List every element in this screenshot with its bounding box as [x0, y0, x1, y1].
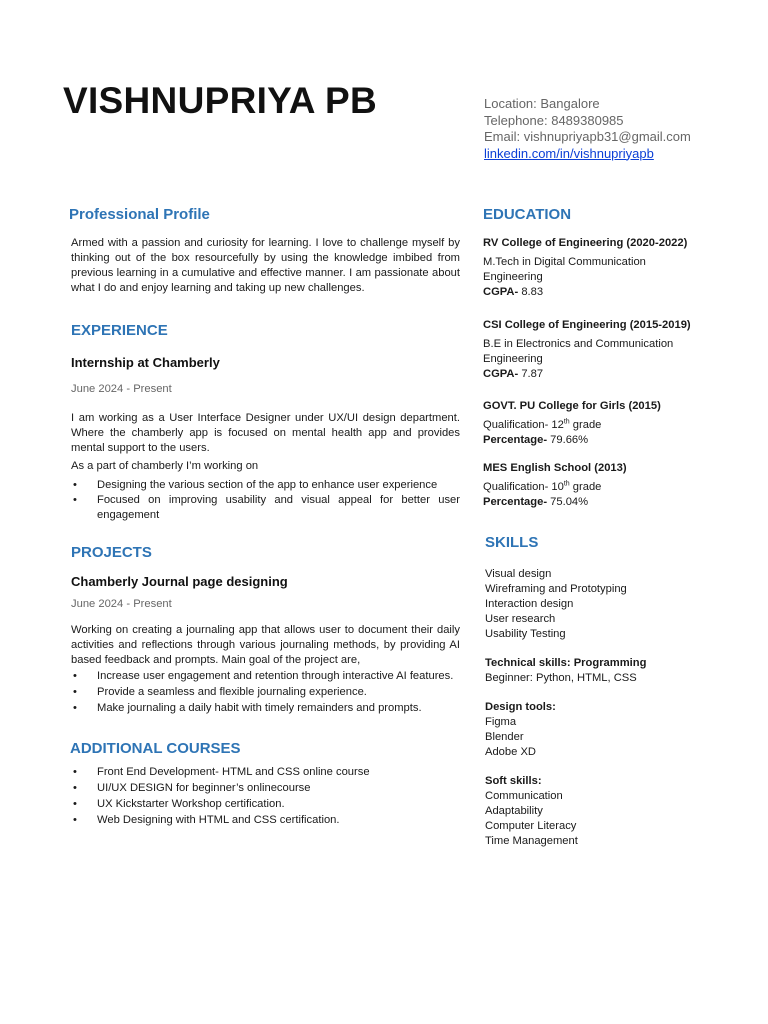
list-item: • Increase user engagement and retention through interactive AI features.: [71, 669, 460, 684]
project-title: Chamberly Journal page designing: [71, 574, 288, 589]
degree-text: B.E in Electronics and Communication Engineering: [483, 338, 674, 365]
project-description: Working on creating a journaling app that allows user to document their daily activities and reflections through various journaling methods, by providing AI based feedback and prompts. Main goal of the project are,: [71, 624, 460, 666]
list-item: • Provide a seamless and flexible journaling experience.: [71, 685, 460, 700]
education-heading: EDUCATION: [483, 206, 572, 223]
skill-item: Time Management: [485, 835, 578, 847]
skill-item: Adaptability: [485, 805, 543, 817]
skill-item: Usability Testing: [485, 628, 566, 640]
education-entry: [483, 237, 703, 300]
skill-item: Computer Literacy: [485, 820, 577, 832]
courses-list: [71, 765, 460, 828]
qualification-text: Qualification- 12th grade: [483, 418, 602, 431]
location-text: Location: Bangalore: [484, 96, 600, 111]
experience-date: June 2024 - Present: [71, 383, 172, 395]
grade-line: [483, 433, 703, 448]
contact-block: [484, 96, 691, 162]
grade-value: 7.87: [518, 368, 544, 380]
list-item: • Focused on improving usability and visual appeal for better user engagement: [71, 493, 460, 523]
skill-item: Wireframing and Prototyping: [485, 583, 627, 595]
grade-label: Percentage-: [483, 434, 548, 446]
list-item: • Front End Development- HTML and CSS online course: [71, 765, 460, 780]
design-tools-heading: Design tools:: [485, 701, 556, 713]
profile-text: Armed with a passion and curiosity for learning. I love to challenge myself by thinking out of the box resourcefully by using the knowledge imbibed from previous learning in a cumulative and effective manner. I am passionate about what I do and enjoy learning and taking up new challenges.: [71, 237, 460, 294]
experience-heading: EXPERIENCE: [71, 322, 168, 339]
degree-text: M.Tech in Digital Communication Engineering: [483, 256, 646, 283]
education-entry: [483, 400, 703, 448]
education-entry: [483, 319, 703, 382]
skill-item: User research: [485, 613, 556, 625]
grade-line: [483, 285, 703, 300]
grade-line: [483, 495, 703, 510]
grade-label: Percentage-: [483, 496, 548, 508]
education-entry: [483, 462, 703, 510]
project-date: June 2024 - Present: [71, 598, 172, 610]
skill-item: Interaction design: [485, 598, 574, 610]
experience-description: I am working as a User Interface Designer under UX/UI design department. Where the chamberly app is focused on mental health app and provides mental support to the users.: [71, 412, 460, 454]
email-text: Email: vishnupriyapb31@gmail.com: [484, 129, 691, 144]
list-item: • Make journaling a daily habit with timely remainders and prompts.: [71, 701, 460, 716]
grade-label: CGPA-: [483, 286, 519, 298]
technical-skills: [485, 656, 703, 686]
telephone-text: Telephone: 8489380985: [484, 112, 624, 128]
grade-line: [483, 367, 703, 382]
qualification-text: Qualification- 10th grade: [483, 480, 602, 493]
left-column: [71, 206, 460, 828]
grade-label: CGPA-: [483, 368, 519, 380]
skill-item: Communication: [485, 790, 563, 802]
skills-general-list: [485, 567, 703, 642]
list-item: • Designing the various section of the app to enhance user experience: [71, 478, 460, 493]
candidate-name: VISHNUPRIYA PB: [63, 80, 377, 121]
grade-value: 75.04%: [547, 496, 589, 508]
grade-value: 79.66%: [547, 434, 589, 446]
technical-skills-heading: Technical skills: Programming: [485, 657, 647, 669]
profile-heading: Professional Profile: [69, 206, 210, 223]
skills-heading: SKILLS: [485, 534, 539, 551]
right-column: [483, 206, 703, 849]
skill-item: Figma: [485, 716, 517, 728]
list-item: • Web Designing with HTML and CSS certification.: [71, 813, 460, 828]
skill-item: Adobe XD: [485, 746, 536, 758]
soft-skills-heading: Soft skills:: [485, 775, 542, 787]
grade-value: 8.83: [518, 286, 544, 298]
institution-name: GOVT. PU College for Girls (2015): [483, 400, 661, 412]
institution-name: MES English School (2013): [483, 462, 627, 474]
institution-name: CSI College of Engineering (2015-2019): [483, 319, 691, 331]
technical-skills-text: Beginner: Python, HTML, CSS: [485, 672, 637, 684]
courses-heading: ADDITIONAL COURSES: [70, 740, 241, 757]
experience-bullets: [71, 478, 460, 523]
projects-heading: PROJECTS: [71, 544, 152, 561]
skill-item: Blender: [485, 731, 524, 743]
skill-item: Visual design: [485, 568, 552, 580]
soft-skills: [485, 774, 703, 849]
linkedin-link[interactable]: linkedin.com/in/vishnupriyapb: [484, 145, 654, 161]
project-bullets: [71, 669, 460, 716]
list-item: • UI/UX DESIGN for beginner’s onlinecourse: [71, 781, 460, 796]
institution-name: RV College of Engineering (2020-2022): [483, 237, 688, 249]
experience-intro: As a part of chamberly I’m working on: [71, 460, 259, 472]
list-item: • UX Kickstarter Workshop certification.: [71, 797, 460, 812]
design-tools: [485, 700, 703, 760]
experience-title: Internship at Chamberly: [71, 355, 220, 370]
